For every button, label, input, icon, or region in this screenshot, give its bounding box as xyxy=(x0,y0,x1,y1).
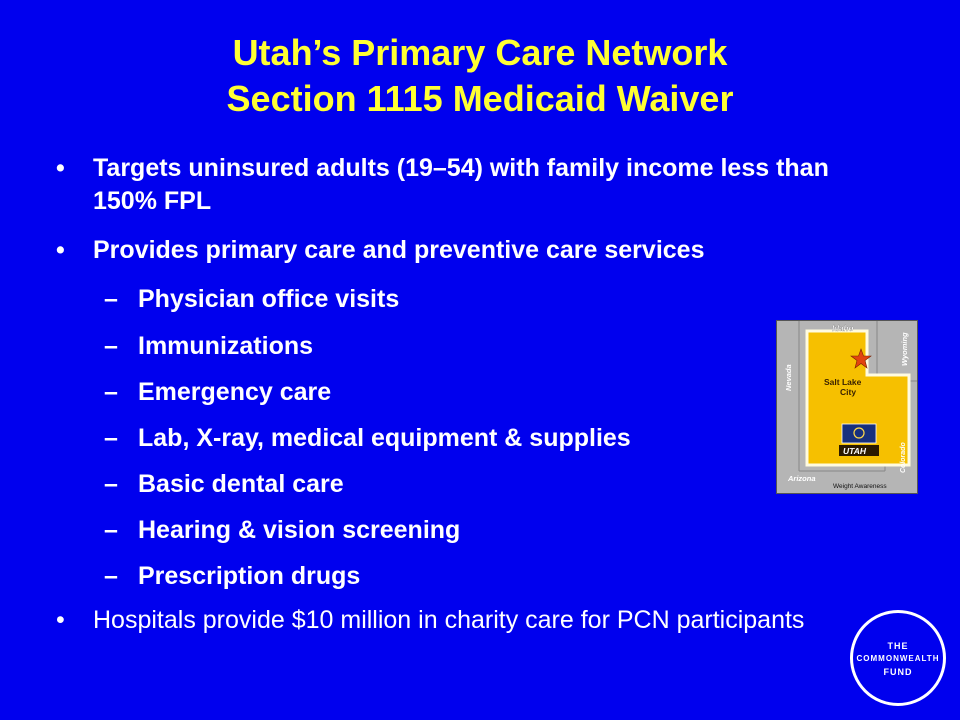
bullet-text: Targets uninsured adults (19–54) with family income less than 150% FPL xyxy=(93,154,829,215)
sub-bullet-text: Hearing & vision screening xyxy=(138,516,461,544)
sub-bullet-text: Emergency care xyxy=(138,378,332,406)
sub-bullet-text: Lab, X-ray, medical equipment & supplies xyxy=(138,424,631,452)
dash-mark: – xyxy=(104,562,118,590)
map-label-nevada: Nevada xyxy=(784,364,793,391)
logo-line-2: COMMONWEALTH xyxy=(856,654,940,663)
map-label-idaho: Idaho xyxy=(832,324,854,333)
bullet-mark: • xyxy=(56,154,65,182)
slide-title xyxy=(0,30,960,122)
sub-bullet-text: Immunizations xyxy=(138,332,314,360)
title-line-1: Utah’s Primary Care Network xyxy=(232,32,728,73)
utah-map-graphic xyxy=(777,321,917,493)
dash-mark: – xyxy=(104,332,118,360)
map-label-arizona: Arizona xyxy=(788,474,816,483)
dash-mark: – xyxy=(104,378,118,406)
logo-line-3: FUND xyxy=(883,667,913,677)
dash-mark: – xyxy=(104,424,118,452)
map-label-colorado: Colorado xyxy=(900,442,907,473)
sub-bullet-text: Prescription drugs xyxy=(138,562,361,590)
sub-bullet-text: Basic dental care xyxy=(138,470,344,498)
commonwealth-fund-logo xyxy=(850,610,946,706)
dash-mark: – xyxy=(104,470,118,498)
bullet-mark: • xyxy=(56,236,65,264)
bullet-mark: • xyxy=(56,606,65,634)
bullet-text: Provides primary care and preventive care services xyxy=(93,236,705,264)
map-credit: Weight Awareness xyxy=(833,483,887,490)
map-label-city: City xyxy=(840,387,857,397)
logo-line-1: THE xyxy=(887,641,909,651)
map-label-wyoming: Wyoming xyxy=(900,332,909,366)
map-label-utah: UTAH xyxy=(843,446,866,456)
utah-map-image xyxy=(776,320,918,494)
dash-mark: – xyxy=(104,516,118,544)
title-line-2: Section 1115 Medicaid Waiver xyxy=(226,78,734,119)
bullet-text: Hospitals provide $10 million in charity care for PCN participants xyxy=(93,606,805,634)
sub-bullet-text: Physician office visits xyxy=(138,285,400,313)
map-label-salt-lake: Salt Lake xyxy=(824,377,862,387)
dash-mark: – xyxy=(104,285,118,313)
utah-flag-icon xyxy=(842,424,876,443)
